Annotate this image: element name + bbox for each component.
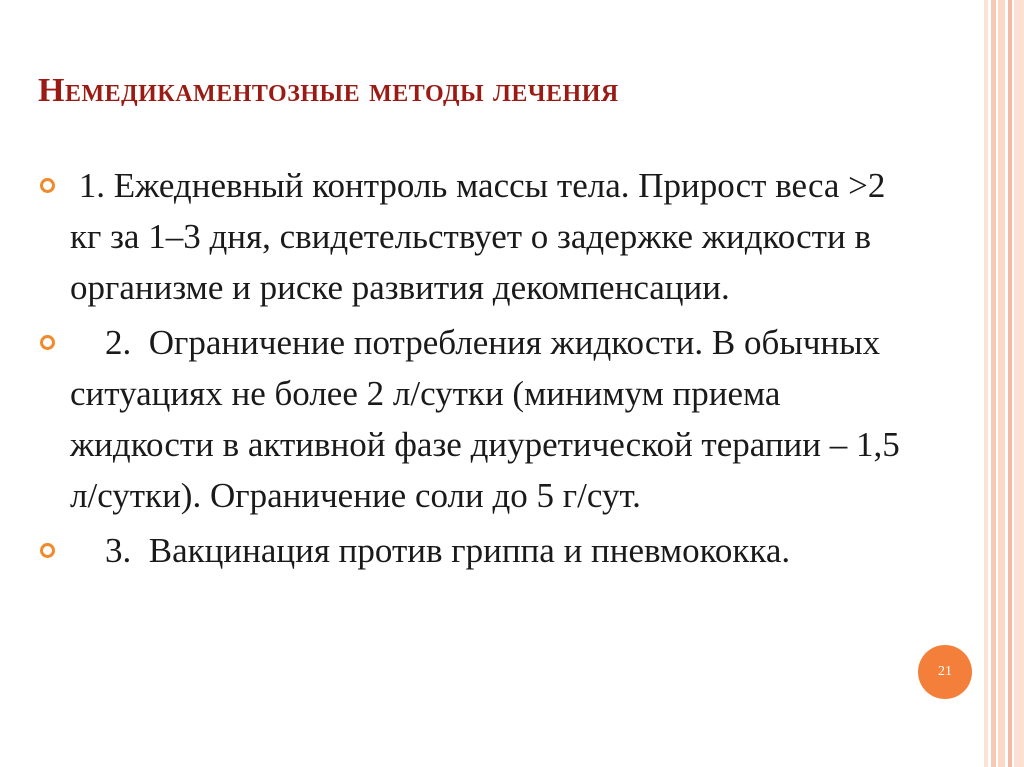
stripe xyxy=(998,0,1005,767)
slide-title: Немедикаментозные методы лечения xyxy=(38,72,619,109)
page-number-badge: 21 xyxy=(918,645,972,699)
stripe xyxy=(1014,0,1024,767)
list-item-text: 1. Ежедневный контроль массы тела. Прирост веса >2 кг за 1–3 дня, свидетельствует о задержке жидкости в организме и риске развития декомпенсации. xyxy=(70,166,895,307)
hollow-circle-bullet-icon xyxy=(40,543,55,558)
decorative-stripes xyxy=(984,0,1024,767)
list-item xyxy=(40,160,920,313)
list-item-text: 3. Вакцинация против гриппа и пневмококка. xyxy=(70,531,791,570)
hollow-circle-bullet-icon xyxy=(40,335,55,350)
bullet-list xyxy=(40,160,920,580)
list-item xyxy=(40,525,920,576)
hollow-circle-bullet-icon xyxy=(40,178,55,193)
list-item-text: 2. Ограничение потребления жидкости. В обычных ситуациях не более 2 л/сутки (минимум приема жидкости в активной фазе диуретической терапии – 1,5 л/сутки). Ограничение соли до 5 г/сут. xyxy=(70,323,909,515)
list-item xyxy=(40,317,920,521)
